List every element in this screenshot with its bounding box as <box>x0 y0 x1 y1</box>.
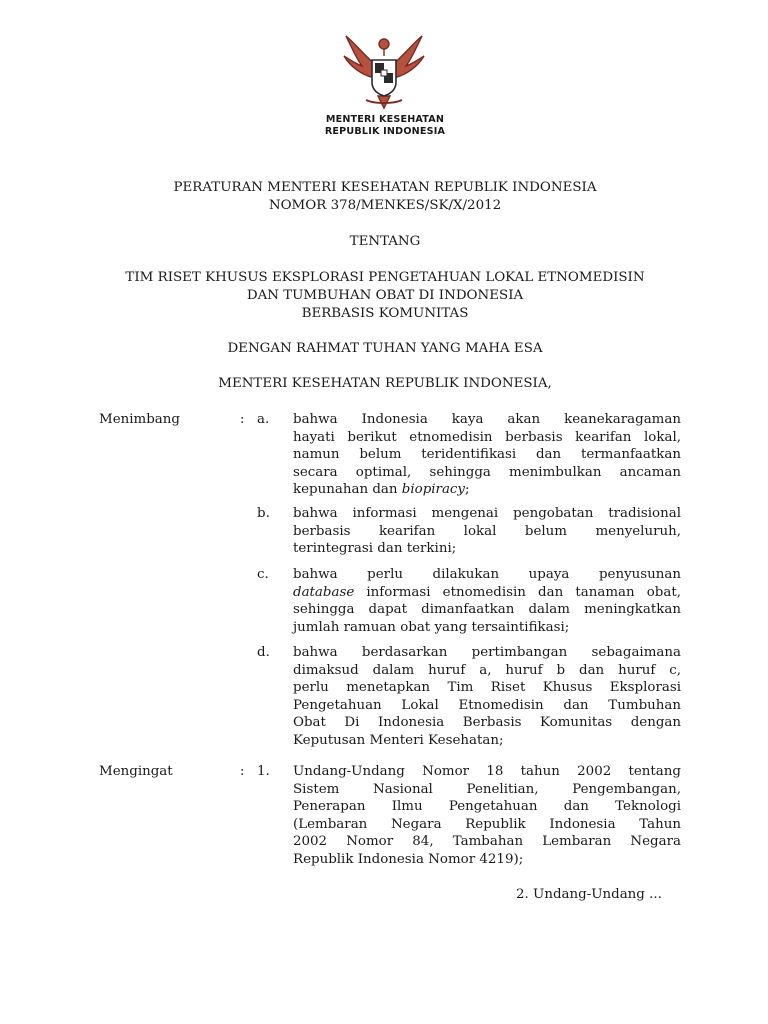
text-line: terintegrasi dan terkini; <box>293 541 457 556</box>
menimbang-item-d <box>293 644 681 749</box>
page-continuation: 2. Undang-Undang ... <box>516 887 662 902</box>
text-line: sehingga dapat dimanfaatkan dalam meningkatkan <box>293 602 681 617</box>
regulation-number: NOMOR 378/MENKES/SK/X/2012 <box>268 198 502 213</box>
text-line: bahwa Indonesia kaya akan keanekaragaman <box>293 412 681 427</box>
text-line: perlu menetapkan Tim Riset Khusus Eksplorasi <box>293 680 681 695</box>
menimbang-marker-d: d. <box>257 645 270 660</box>
menimbang-marker-c: c. <box>257 567 269 582</box>
menimbang-item-b <box>293 505 681 558</box>
text-line: bahwa perlu dilakukan upaya penyusunan <box>293 567 681 582</box>
subject-line-1: TIM RISET KHUSUS EKSPLORASI PENGETAHUAN LOKAL ETNOMEDISIN <box>125 270 645 285</box>
menimbang-marker-b: b. <box>257 506 270 521</box>
italic-term: biopiracy <box>401 482 466 497</box>
text-fragment: informasi etnomedisin dan tanaman obat, <box>354 584 681 600</box>
menimbang-label: Menimbang <box>99 412 180 427</box>
text-line: Pengetahuan Lokal Etnomedisin dan Tumbuhan <box>293 697 681 713</box>
text-line <box>293 481 681 499</box>
text-line: bahwa berdasarkan pertimbangan sebagaimana <box>293 645 681 660</box>
issuer-name <box>300 114 470 138</box>
regulation-title-line-1: PERATURAN MENTERI KESEHATAN REPUBLIK INDONESIA <box>173 180 597 195</box>
menimbang-item-c <box>293 566 681 636</box>
garuda-emblem-icon <box>338 30 430 112</box>
text-line: bahwa informasi mengenai pengobatan tradisional <box>293 506 681 521</box>
issuer-line-2: REPUBLIK INDONESIA <box>324 126 446 137</box>
text-line: 2002 Nomor 84, Tambahan Lembaran Negara <box>293 834 681 849</box>
subject-line-2: DAN TUMBUHAN OBAT DI INDONESIA <box>246 288 524 303</box>
text-line: Keputusan Menteri Kesehatan; <box>293 732 504 748</box>
subject-line-3: BERBASIS KOMUNITAS <box>301 306 469 321</box>
text-line: berbasis kearifan lokal belum menyeluruh, <box>293 523 681 539</box>
tentang-heading: TENTANG <box>349 234 421 249</box>
mengingat-marker-1: 1. <box>257 764 270 779</box>
mengingat-label: Mengingat <box>99 764 173 779</box>
text-fragment: ; <box>465 482 470 497</box>
menimbang-marker-a: a. <box>257 412 270 427</box>
menimbang-item-a <box>293 411 681 499</box>
text-line: Penerapan Ilmu Pengetahuan dan Teknologi <box>293 799 681 814</box>
text-line: namun belum teridentifikasi dan termanfaatkan <box>293 447 681 462</box>
menimbang-colon: : <box>240 412 245 427</box>
text-line: secara optimal, sehingga menimbulkan ancaman <box>293 464 681 480</box>
text-line <box>293 584 681 602</box>
text-line: Republik Indonesia Nomor 4219); <box>293 851 524 867</box>
authority-line: MENTERI KESEHATAN REPUBLIK INDONESIA, <box>218 376 552 391</box>
text-line: hayati berikut etnomedisin berbasis kearifan lokal, <box>293 429 681 445</box>
italic-term: database <box>293 584 355 600</box>
text-line: Undang-Undang Nomor 18 tahun 2002 tentang <box>293 764 681 779</box>
text-line: jumlah ramuan obat yang tersaintifikasi; <box>293 619 570 635</box>
mengingat-item-1 <box>293 763 681 868</box>
text-line: Obat Di Indonesia Berbasis Komunitas dengan <box>293 715 681 730</box>
mengingat-colon: : <box>240 764 245 779</box>
text-fragment: kepunahan dan <box>293 482 402 497</box>
text-line: dimaksud dalam huruf a, huruf b dan huruf c, <box>293 662 681 678</box>
invocation: DENGAN RAHMAT TUHAN YANG MAHA ESA <box>227 341 543 356</box>
text-line: (Lembaran Negara Republik Indonesia Tahun <box>293 816 681 832</box>
text-line: Sistem Nasional Penelitian, Pengembangan, <box>293 781 681 797</box>
issuer-line-1: MENTERI KESEHATAN <box>325 114 445 125</box>
